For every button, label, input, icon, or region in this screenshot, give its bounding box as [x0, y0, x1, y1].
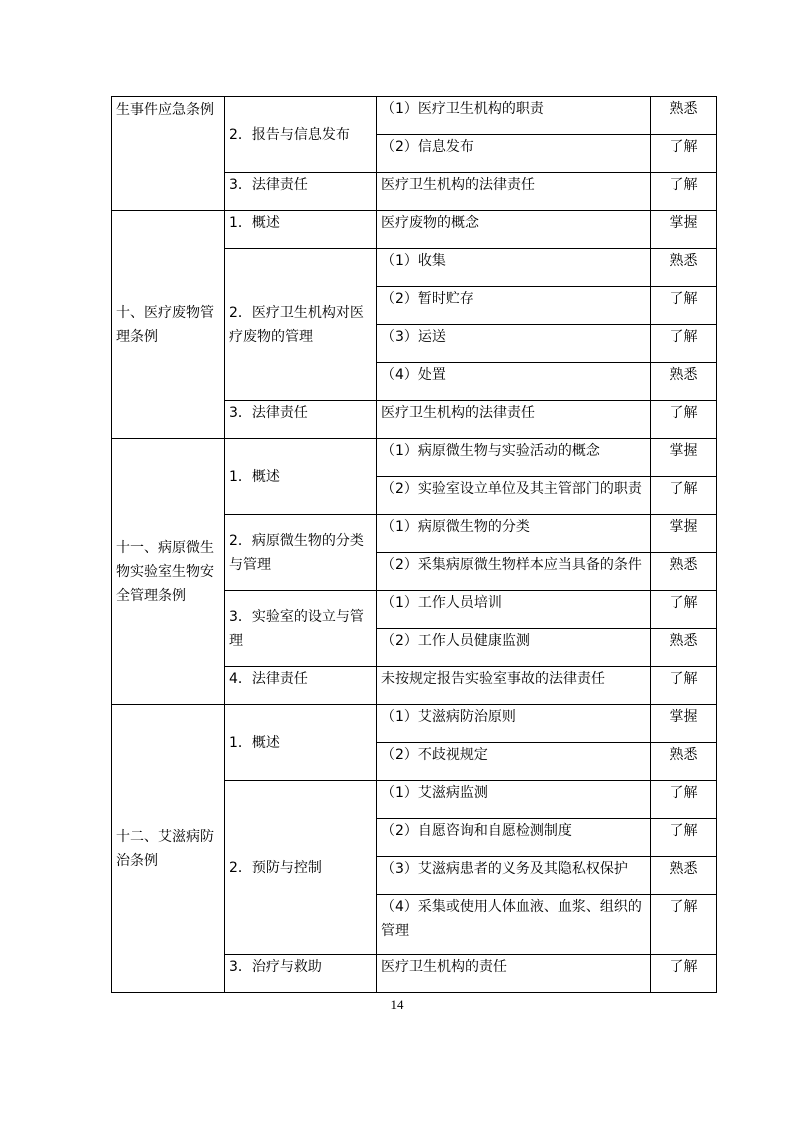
requirement-level: 了解 [651, 477, 717, 515]
requirement-level: 了解 [651, 955, 717, 993]
table-row [112, 97, 717, 135]
content-item: 医疗废物的概念 [377, 211, 651, 249]
requirement-level: 熟悉 [651, 629, 717, 667]
table-row [112, 705, 717, 743]
table-row [112, 211, 717, 249]
requirement-level: 熟悉 [651, 553, 717, 591]
requirement-level: 了解 [651, 667, 717, 705]
requirement-level: 了解 [651, 819, 717, 857]
requirement-level: 了解 [651, 895, 717, 955]
requirement-level: 熟悉 [651, 249, 717, 287]
content-item: （1）艾滋病监测 [377, 781, 651, 819]
requirement-level: 了解 [651, 173, 717, 211]
unit-title: 3．治疗与救助 [225, 955, 377, 993]
unit-title: 3．法律责任 [225, 401, 377, 439]
requirement-level: 了解 [651, 401, 717, 439]
unit-title: 2．病原微生物的分类与管理 [225, 515, 377, 591]
table-row [112, 439, 717, 477]
requirement-level: 熟悉 [651, 97, 717, 135]
section-title: 十一、病原微生物实验室生物安全管理条例 [112, 439, 225, 705]
content-item: （2）不歧视规定 [377, 743, 651, 781]
requirement-level: 了解 [651, 781, 717, 819]
content-item: （2）信息发布 [377, 135, 651, 173]
content-item: 未按规定报告实验室事故的法律责任 [377, 667, 651, 705]
requirement-level: 了解 [651, 591, 717, 629]
unit-title: 3．实验室的设立与管理 [225, 591, 377, 667]
content-item: 医疗卫生机构的责任 [377, 955, 651, 993]
requirement-level: 掌握 [651, 515, 717, 553]
requirement-level: 熟悉 [651, 743, 717, 781]
content-item: （2）工作人员健康监测 [377, 629, 651, 667]
content-item: （4）采集或使用人体血液、血浆、组织的管理 [377, 895, 651, 955]
content-item: （1）艾滋病防治原则 [377, 705, 651, 743]
syllabus-table [111, 96, 717, 993]
section-title: 十二、艾滋病防治条例 [112, 705, 225, 993]
requirement-level: 掌握 [651, 211, 717, 249]
requirement-level: 熟悉 [651, 363, 717, 401]
requirement-level: 了解 [651, 287, 717, 325]
content-item: （2）暂时贮存 [377, 287, 651, 325]
content-item: （2）自愿咨询和自愿检测制度 [377, 819, 651, 857]
section-title: 十、医疗废物管理条例 [112, 211, 225, 439]
page-number: 14 [390, 997, 404, 1012]
requirement-level: 了解 [651, 325, 717, 363]
content-item: （4）处置 [377, 363, 651, 401]
content-item: 医疗卫生机构的法律责任 [377, 173, 651, 211]
unit-title: 3．法律责任 [225, 173, 377, 211]
content-item: （2）采集病原微生物样本应当具备的条件 [377, 553, 651, 591]
content-item: （1）病原微生物的分类 [377, 515, 651, 553]
unit-title: 1．概述 [225, 439, 377, 515]
syllabus-body [112, 97, 717, 993]
unit-title: 2．报告与信息发布 [225, 97, 377, 173]
content-item: （1）收集 [377, 249, 651, 287]
unit-title: 1．概述 [225, 211, 377, 249]
requirement-level: 掌握 [651, 439, 717, 477]
unit-title: 1．概述 [225, 705, 377, 781]
unit-title: 2．预防与控制 [225, 781, 377, 955]
content-item: （3）运送 [377, 325, 651, 363]
unit-title: 4．法律责任 [225, 667, 377, 705]
requirement-level: 掌握 [651, 705, 717, 743]
requirement-level: 熟悉 [651, 857, 717, 895]
unit-title: 2．医疗卫生机构对医疗废物的管理 [225, 249, 377, 401]
requirement-level: 了解 [651, 135, 717, 173]
content-item: 医疗卫生机构的法律责任 [377, 401, 651, 439]
section-title: 生事件应急条例 [112, 97, 225, 211]
content-item: （1）医疗卫生机构的职责 [377, 97, 651, 135]
content-item: （3）艾滋病患者的义务及其隐私权保护 [377, 857, 651, 895]
content-item: （1）病原微生物与实验活动的概念 [377, 439, 651, 477]
content-item: （1）工作人员培训 [377, 591, 651, 629]
content-item: （2）实验室设立单位及其主管部门的职责 [377, 477, 651, 515]
